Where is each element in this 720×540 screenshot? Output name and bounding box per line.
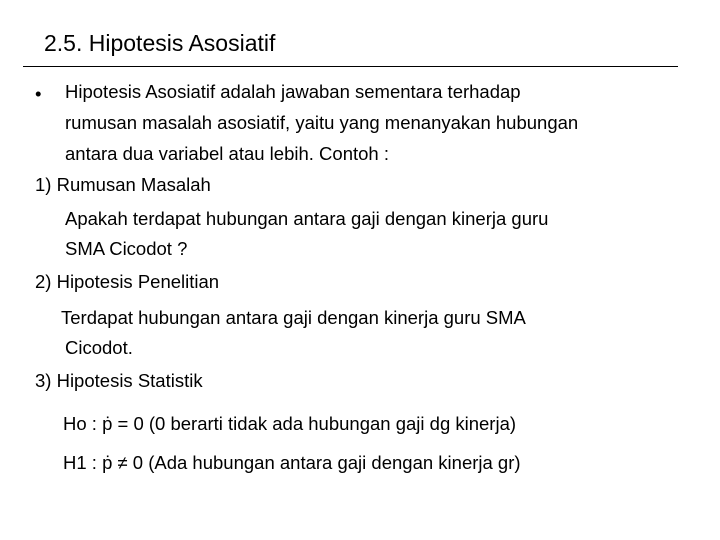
section-heading-statistik: 3) Hipotesis Statistik — [35, 370, 203, 391]
slide-title: 2.5. Hipotesis Asosiatif — [44, 30, 276, 56]
section-heading-rumusan: 1) Rumusan Masalah — [35, 174, 211, 195]
section-text-line: Cicodot. — [65, 337, 133, 358]
bullet-icon: • — [35, 83, 42, 104]
section-text-line: SMA Cicodot ? — [65, 238, 188, 259]
hypothesis-h0: Ho : ṗ = 0 (0 berarti tidak ada hubungan gaji dg kinerja) — [63, 413, 517, 434]
intro-line: Hipotesis Asosiatif adalah jawaban sementara terhadap — [65, 81, 521, 102]
intro-line: antara dua variabel atau lebih. Contoh : — [65, 143, 389, 164]
intro-line: rumusan masalah asosiatif, yaitu yang menanyakan hubungan — [65, 112, 579, 133]
section-heading-penelitian: 2) Hipotesis Penelitian — [35, 271, 220, 292]
title-divider — [23, 66, 678, 67]
section-text-line: Apakah terdapat hubungan antara gaji dengan kinerja guru — [65, 208, 549, 229]
section-text-line: Terdapat hubungan antara gaji dengan kinerja guru SMA — [61, 307, 526, 328]
hypothesis-h1: H1 : ṗ ≠ 0 (Ada hubungan antara gaji dengan kinerja gr) — [63, 452, 521, 473]
